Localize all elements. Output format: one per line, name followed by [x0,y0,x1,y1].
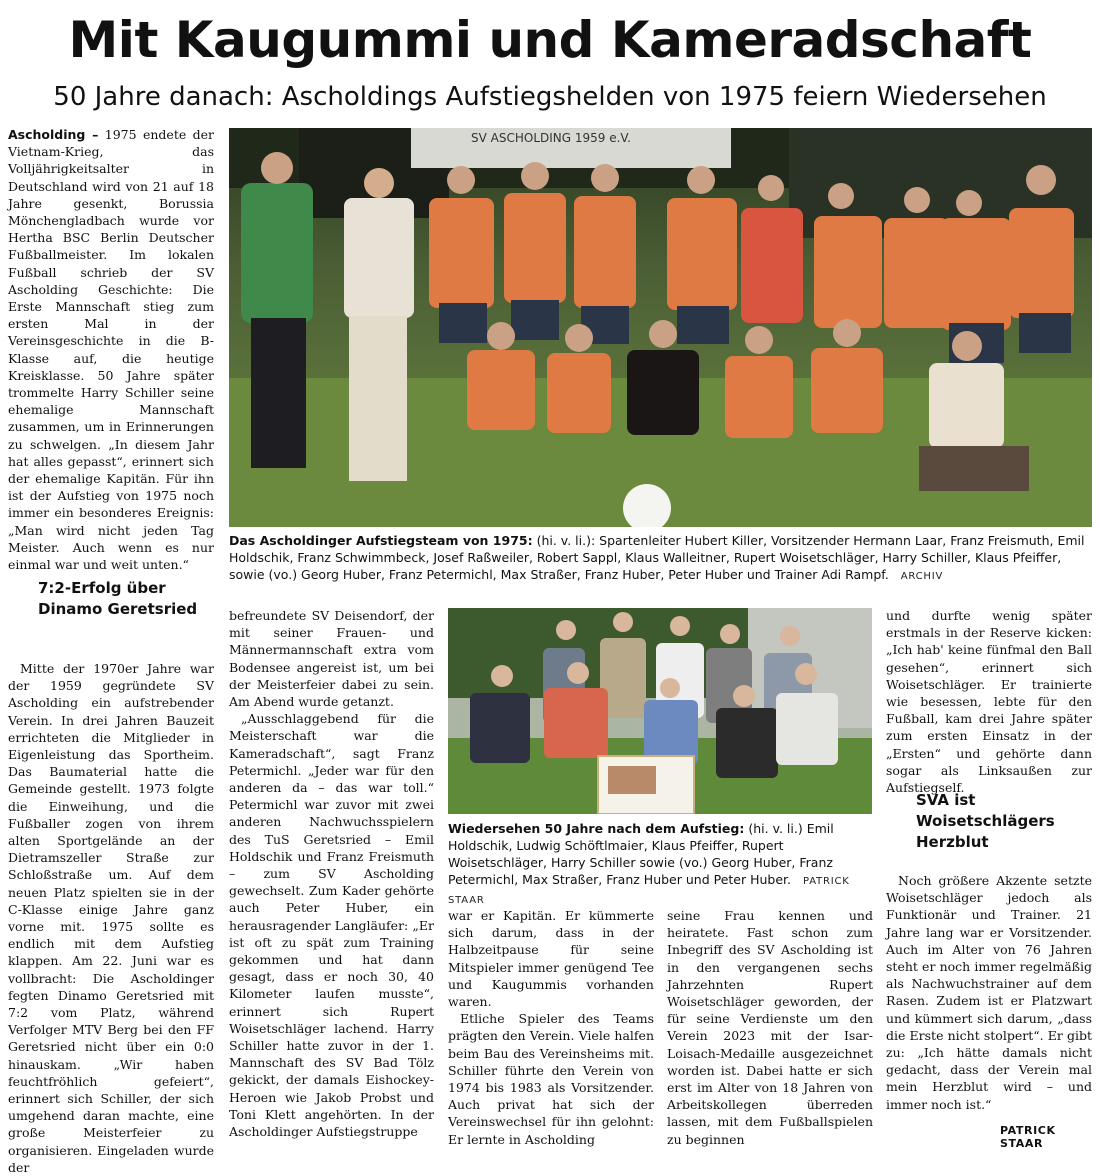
column-1-body-text: Mitte der 1970er Jahre war der 1959 gegründete SV Ascholding ein aufstrebender Verein. In drei Jahren Bauzeit errichteten die Mitglieder in Eigenleistung das Sportheim. Das Baumaterial hatte die Gemeinde gestellt. 1973 folgte die Einweihung, und die Fußballer zogen von ihrem alten Sportgelände an der Dietramszeller Straße zur Schloßstraße um. Auf dem neuen Platz spielten sie in der C-Klasse einige Jahre ganz vorne mit. 1975 sollte es endlich mit dem Aufstieg klappen. Am 22. Juni war es vollbracht: Die Ascholdinger fegten Dinamo Geretsried mit 7:2 vom Platz, während Verfolger MTV Berg bei den FF Geretsried nicht über ein 0:0 hinauskam. „Wir haben feuchtfröhlich gefeiert“, erinnert sich Schiller, der sich umgehend daran machte, eine große Meisterfeier zu organisieren. Eingeladen wurde der [8,661,214,1175]
column-5-bottom [886,872,1092,1113]
caption-photo-1975 [229,532,1095,585]
author-byline: PATRICK STAAR [1000,1124,1056,1150]
caption-1-lead: Das Ascholdinger Aufstiegsteam von 1975: [229,533,533,548]
column-1-intro [8,126,214,573]
headline: Mit Kaugummi und Kameradschaft [68,11,1032,69]
team-photo-1975 [229,128,1092,527]
subheadline: 50 Jahre danach: Ascholdings Aufstiegshelden von 1975 feiern Wiedersehen [53,82,1047,112]
subheading-2: SVA ist Woisetschlägers Herzblut [916,791,1055,851]
team-photo-1975-image [229,128,1092,527]
reunion-photo-2025-image [448,608,872,814]
caption-2-text: (hi. v. li.) Emil Holdschik, Ludwig Schöftlmaier, Klaus Pfeiffer, Rupert Woisetschläger, Harry Schiller sowie (vo.) Georg Huber, Franz Petermichl, Max Straßer, Franz Huber und Peter Huber. [448,821,834,887]
column-5-p1: und durfte wenig später erstmals in der Reserve kicken: „Ich hab' keine fünfmal den Ball gesehen“, erinnert sich Woisetschläger. Er trainierte wie besessen, lebte für den Fußball, kam drei Jahre später zum ersten Einsatz in der „Ersten“ und gehörte dann sogar als Linksaußen zur Aufstiegself. [886,608,1092,796]
column-3-p2: Etliche Spieler des Teams prägten den Verein. Viele halfen beim Bau des Vereinsheims mit. Schiller führte den Verein von 1974 bis 1983 als Vorsitzender. Auch privat hat sich der Vereinswechsel für ihn gelohnt: Er lernte in Ascholding [448,1011,654,1147]
column-4-p1: seine Frau kennen und heiratete. Fast schon zum Inbegriff des SV Ascholding ist in den vergangenen sechs Jahrzehnten Rupert Woisetschläger geworden, der für seine Verdienste um den Verein 2023 mit der Isar-Loisach-Medaille ausgezeichnet worden ist. Dabei hatte er sich erst im Alter von 18 Jahren von Arbeitskollegen überreden lassen, mit dem Fußballspielen zu beginnen [667,908,873,1147]
column-4 [667,907,873,1148]
subheading-1: 7:2-Erfolg über Dinamo Geretsried [38,579,198,618]
photo-credit-archiv: ARCHIV [900,571,944,582]
column-2 [229,607,434,1140]
dateline: Ascholding – [8,127,99,142]
column-3-p1: war er Kapitän. Er kümmerte sich darum, dass in der Halbzeitpause für seine Mitspieler immer genügend Tee und Kaugummis vorhanden waren. [448,908,654,1010]
column-2-p1: befreundete SV Deisendorf, der mit seiner Frauen- und Männermannschaft extra vom Bodensee angereist ist, um bei der Meisterfeier dabei zu sein. Am Abend wurde getanzt. [229,608,434,710]
column-1-body [8,660,214,1176]
column-2-p2: „Ausschlaggebend für die Meisterschaft war die Kameradschaft“, sagt Franz Petermichl. „Jeder war für den anderen da – das war toll.“ Petermichl war zuvor mit zwei anderen Nachwuchsspielern des TuS Geretsried – Emil Holdschik und Franz Freismuth – zum SV Ascholding gewechselt. Zum Kader gehörte auch Peter Huber, ein herausragender Langläufer: „Er ist oft zu spät zum Training gekommen und hat dann gesagt, dass er noch 30, 40 Kilometer laufen musste“, erinnert sich Rupert Woisetschläger lachend. Harry Schiller hatte zuvor in der 1. Mannschaft des SV Bad Tölz gekickt, der damals Eishockey-Heroen wie Jakob Probst und Toni Klett angehörten. In der Ascholdinger Aufstiegstruppe [229,711,434,1140]
reunion-photo-2025 [448,608,872,814]
column-3 [448,907,654,1148]
column-5-top [886,607,1092,796]
clubhouse-sign: SV ASCHOLDING 1959 e.V. [471,131,631,145]
column-5-p2: Noch größere Akzente setzte Woisetschläger jedoch als Funktionär und Trainer. 21 Jahre lang war er Vorsitzender. Auch im Alter von 76 Jahren steht er noch immer regelmäßig als Nachwuchstrainer auf dem Rasen. Zudem ist er Platzwart und kümmert sich darum, „dass die Erste nicht stolpert“. Er gibt zu: „Ich hätte damals nicht gedacht, dass der Verein mal mein Herzblut wird – und immer noch ist.“ [886,873,1092,1112]
intro-text: 1975 endete der Vietnam-Krieg, das Volljährigkeitsalter in Deutschland wird von 21 auf 18 Jahre gesenkt, Borussia Mönchengladbach wurde vor Hertha BSC Berlin Deutscher Fußballmeister. Im lokalen Fußball schrieb der SV Ascholding Geschichte: Die Erste Mannschaft stieg zum ersten Mal in der Vereinsgeschichte in die B-Klasse auf, die heutige Kreisklasse. 50 Jahre später trommelte Harry Schiller seine ehemalige Mannschaft zusammen, um in Erinnerungen zu schwelgen. „In diesem Jahr hat alles gepasst“, erinnert sich der ehemalige Kapitän. Für ihn ist der Aufstieg von 1975 noch immer ein besonderes Ereignis: „Man wird nicht jeden Tag Meister. Auch wenn es nur einmal war und weit unten.“ [8,127,214,573]
caption-1-text: (hi. v. li.): Spartenleiter Hubert Killer, Vorsitzender Hermann Laar, Franz Freismuth, Emil Holdschik, Franz Schwimmbeck, Josef Raßweiler, Robert Sappl, Klaus Walleitner, Rupert Woisetschläger, Harry Schiller, Klaus Pfeiffer, sowie (vo.) Georg Huber, Franz Petermichl, Max Straßer, Franz Huber, Peter Huber und Trainer Adi Rampf. [229,533,1085,582]
caption-2-lead: Wiedersehen 50 Jahre nach dem Aufstieg: [448,821,745,836]
caption-reunion-photo [448,820,874,909]
photo-credit-staar: PATRICK STAAR [448,876,850,906]
